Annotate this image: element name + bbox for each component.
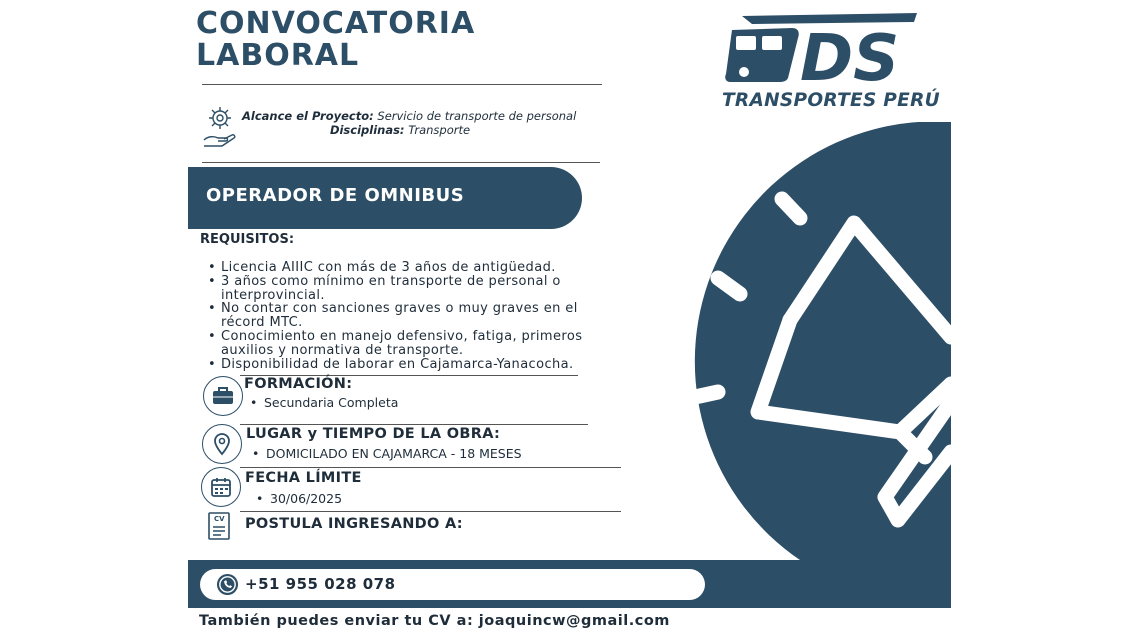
scope-value: Servicio de transporte de personal: [377, 109, 577, 123]
job-title-banner: [188, 167, 582, 229]
cv-label: CV: [214, 515, 225, 523]
briefcase-icon: [203, 376, 243, 416]
discipline-line: [200, 123, 600, 137]
requirement-item: • No contar con sanciones graves o muy graves en el récord MTC.: [207, 302, 607, 330]
education-item: • Secundaria Completa: [248, 395, 398, 410]
scope-label: Alcance el Proyecto:: [242, 109, 374, 123]
cv-document-icon: [207, 511, 231, 541]
education-title: FORMACIÓN:: [244, 376, 353, 392]
phone-pill[interactable]: [200, 569, 705, 600]
email-line[interactable]: También puedes enviar tu CV a: joaquincw@gmail.com: [199, 613, 670, 629]
logo-letters: DS: [800, 22, 900, 96]
divider-location: [240, 424, 588, 425]
apply-title: POSTULA INGRESANDO A:: [245, 516, 463, 532]
requirement-item: • Conocimiento en manejo defensivo, fatiga, primeros auxilios y normativa de transporte.: [207, 330, 607, 358]
requirements-title: REQUISITOS:: [200, 232, 295, 247]
company-name: TRANSPORTES PERÚ: [722, 90, 940, 111]
scope-line: [242, 109, 576, 123]
requirement-item: • Licencia AIIIC con más de 3 años de antigüedad.: [207, 261, 607, 275]
requirements-list: [207, 261, 607, 371]
discipline-value: Transporte: [408, 123, 471, 137]
requirement-item: • Disponibilidad de laborar en Cajamarca-Yanacocha.: [207, 358, 607, 372]
whatsapp-icon: [216, 573, 239, 596]
divider-apply: [240, 511, 621, 512]
location-title: LUGAR y TIEMPO DE LA OBRA:: [246, 426, 501, 442]
megaphone-illustration: [670, 122, 951, 560]
deadline-title: FECHA LÍMITE: [245, 470, 362, 486]
location-item: • DOMICILADO EN CAJAMARCA - 18 MESES: [250, 446, 522, 461]
calendar-icon: [201, 467, 241, 507]
divider-top: [202, 84, 602, 85]
phone-number: +51 955 028 078: [245, 575, 396, 593]
title-line-2: LABORAL: [196, 38, 360, 73]
job-title: OPERADOR DE OMNIBUS: [206, 185, 465, 206]
requirement-item: • 3 años como mínimo en transporte de personal o interprovincial.: [207, 275, 607, 303]
title-line-1: CONVOCATORIA: [196, 6, 476, 41]
divider-deadline: [240, 467, 621, 468]
deadline-item: • 30/06/2025: [254, 491, 342, 506]
page-title: [196, 8, 475, 72]
divider-scope: [202, 162, 600, 163]
discipline-label: Disciplinas:: [329, 123, 405, 137]
location-pin-icon: [202, 424, 242, 464]
project-scope: [200, 102, 600, 152]
